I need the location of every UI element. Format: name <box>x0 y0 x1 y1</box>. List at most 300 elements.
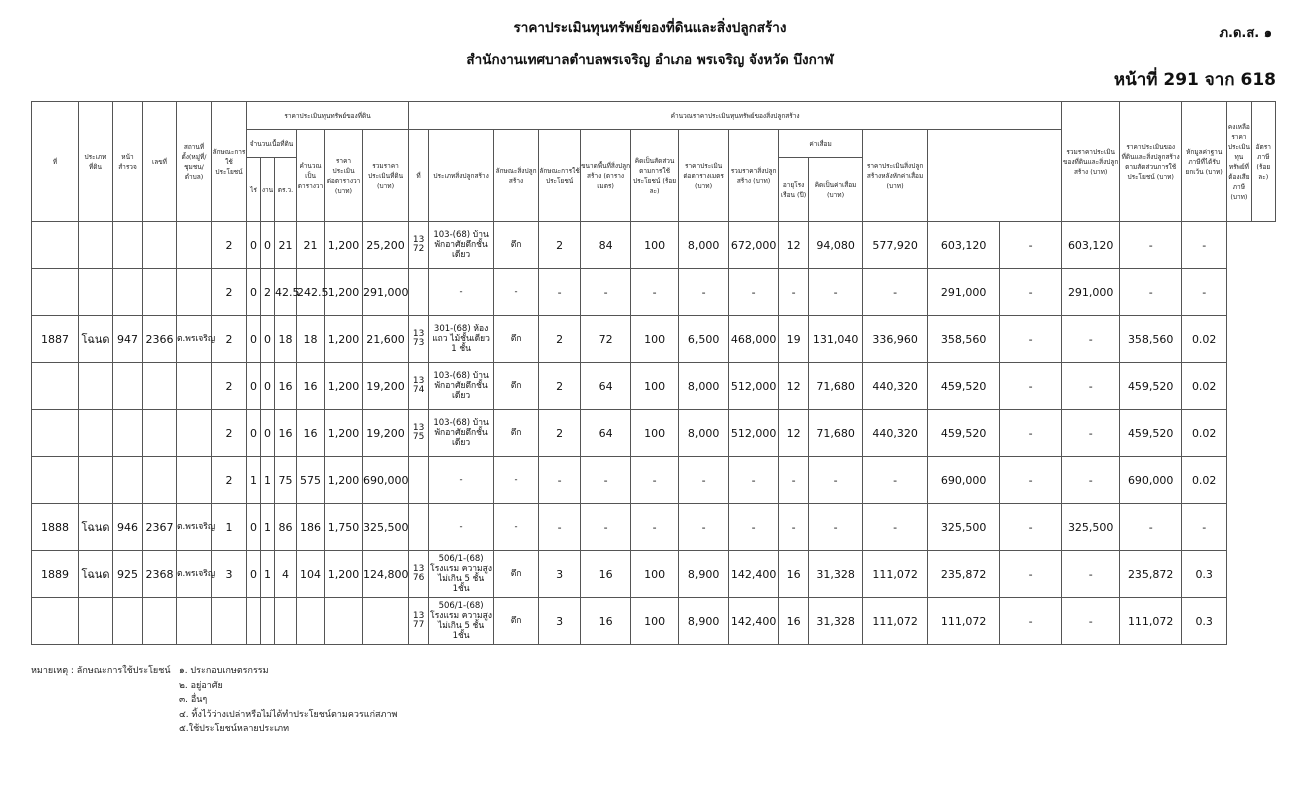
cell-remaining: 690,000 <box>1120 457 1182 504</box>
document-subtitle: สำนักงานเทศบาลตำบลพรเจริญ อำเภอ พรเจริญ จังหวัด บึงกาฬ <box>466 52 834 68</box>
cell-building-ratio: 100 <box>631 410 679 457</box>
cell-number <box>143 410 177 457</box>
cell-building-depr: - <box>809 269 863 316</box>
cell-building-age: - <box>779 269 809 316</box>
cell-calc-wa: 21 <box>297 222 325 269</box>
cell-building-after: 440,320 <box>863 363 928 410</box>
note-item: ๓. อื่นๆ <box>179 695 208 705</box>
col-building-age: อายุโรงเรือน (ปี) <box>779 158 809 222</box>
cell-building-kind: - <box>494 269 539 316</box>
col-number: เลขที่ <box>143 102 177 222</box>
cell-number <box>143 269 177 316</box>
cell-calc-wa: 186 <box>297 504 325 551</box>
cell-building-ratio: 100 <box>631 316 679 363</box>
cell-number: 2366 <box>143 316 177 363</box>
cell-building-age: 16 <box>779 598 809 645</box>
cell-ratio-value: - <box>1000 363 1062 410</box>
cell-number <box>143 598 177 645</box>
cell-wa: 16 <box>275 410 297 457</box>
cell-tax-rate: 0.02 <box>1182 457 1227 504</box>
cell-rai: 0 <box>247 410 261 457</box>
group-depreciation: ค่าเสื่อม <box>779 130 863 158</box>
cell-remaining: - <box>1120 269 1182 316</box>
cell-tax-rate: 0.02 <box>1182 410 1227 457</box>
cell-deduction: - <box>1062 598 1120 645</box>
cell-ratio-value: - <box>1000 316 1062 363</box>
cell-building-type: - <box>429 269 494 316</box>
cell-number <box>143 363 177 410</box>
cell-building-usage: 2 <box>539 363 581 410</box>
cell-calc-wa: 242.5 <box>297 269 325 316</box>
cell-no <box>32 410 79 457</box>
col-building-depr: คิดเป็นค่าเสื่อม (บาท) <box>809 158 863 222</box>
cell-deduction: - <box>1062 551 1120 598</box>
cell-building-age: 19 <box>779 316 809 363</box>
cell-building-type: 301-(68) ห้องแถว ไม้ชั้นเดียว 1 ชั้น <box>429 316 494 363</box>
col-location: สถานที่ตั้ง(หมู่ที่/ชุมชน/ตำบล) <box>177 102 212 222</box>
cell-ratio-value: - <box>1000 598 1062 645</box>
cell-wa: 4 <box>275 551 297 598</box>
cell-building-kind: ตึก <box>494 316 539 363</box>
cell-price-wa: 1,200 <box>325 269 363 316</box>
cell-wa: 42.5 <box>275 269 297 316</box>
cell-price-wa: 1,200 <box>325 316 363 363</box>
cell-building-size: 84 <box>581 222 631 269</box>
cell-building-total: 142,400 <box>729 551 779 598</box>
document-title: ราคาประเมินทุนทรัพย์ของที่ดินและสิ่งปลูกสร้าง <box>513 20 787 36</box>
cell-building-age: - <box>779 457 809 504</box>
table-row <box>32 410 1276 457</box>
cell-building-after: - <box>863 504 928 551</box>
table-row <box>32 363 1276 410</box>
cell-land-total: 19,200 <box>363 363 409 410</box>
cell-building-after: - <box>863 457 928 504</box>
cell-building-total: 512,000 <box>729 410 779 457</box>
cell-land-type <box>79 269 113 316</box>
cell-deduction: - <box>1062 363 1120 410</box>
cell-building-ratio: - <box>631 457 679 504</box>
col-survey-page: หน้าสำรวจ <box>113 102 143 222</box>
cell-no <box>32 598 79 645</box>
cell-usage: 1 <box>212 504 247 551</box>
col-building-no: ที่ <box>409 130 429 222</box>
cell-building-after: 440,320 <box>863 410 928 457</box>
cell-grand-total: 111,072 <box>928 598 1000 645</box>
cell-grand-total: 603,120 <box>928 222 1000 269</box>
cell-ngan: 0 <box>261 410 275 457</box>
cell-ratio-value: - <box>1000 222 1062 269</box>
cell-remaining: 235,872 <box>1120 551 1182 598</box>
cell-building-price: 8,000 <box>679 222 729 269</box>
col-rai: ไร่ <box>247 158 261 222</box>
note-item: ๒. อยู่อาศัย <box>179 680 223 691</box>
form-code: ภ.ด.ส. ๑ <box>1219 26 1272 41</box>
cell-land-type: โฉนด <box>79 316 113 363</box>
cell-tax-rate: 0.02 <box>1182 363 1227 410</box>
cell-building-size: - <box>581 457 631 504</box>
col-wa: ตร.ว. <box>275 158 297 222</box>
cell-no: 1887 <box>32 316 79 363</box>
cell-page <box>113 598 143 645</box>
cell-usage: 2 <box>212 316 247 363</box>
cell-deduction: 291,000 <box>1062 269 1120 316</box>
cell-land-type: โฉนด <box>79 551 113 598</box>
cell-building-type: 103-(68) บ้านพักอาศัยตึกชั้นเดียว <box>429 222 494 269</box>
cell-building-ratio: - <box>631 504 679 551</box>
col-no: ที่ <box>32 102 79 222</box>
cell-rai: 1 <box>247 457 261 504</box>
cell-building-price: - <box>679 269 729 316</box>
table-row <box>32 316 1276 363</box>
cell-building-no: 13 75 <box>409 410 429 457</box>
cell-building-usage: 3 <box>539 598 581 645</box>
cell-grand-total: 358,560 <box>928 316 1000 363</box>
col-ratio-value: ราคาประเมินของที่ดินและสิ่งปลูกสร้างตามสัดส่วนการใช้ประโยชน์ (บาท) <box>1120 102 1182 222</box>
cell-wa: 75 <box>275 457 297 504</box>
cell-ngan <box>261 598 275 645</box>
cell-building-kind: ตึก <box>494 363 539 410</box>
cell-page <box>113 269 143 316</box>
cell-building-total: 512,000 <box>729 363 779 410</box>
table-row <box>32 457 1276 504</box>
cell-land-total: 19,200 <box>363 410 409 457</box>
cell-building-no <box>409 504 429 551</box>
cell-building-no: 13 76 <box>409 551 429 598</box>
cell-number: 2368 <box>143 551 177 598</box>
cell-land-total: 21,600 <box>363 316 409 363</box>
cell-no <box>32 222 79 269</box>
table-row <box>32 222 1276 269</box>
cell-ngan: 1 <box>261 551 275 598</box>
cell-calc-wa <box>297 598 325 645</box>
cell-price-wa: 1,750 <box>325 504 363 551</box>
col-building-type: ประเภทสิ่งปลูกสร้าง <box>429 130 494 222</box>
cell-land-type: โฉนด <box>79 504 113 551</box>
group-area: จำนวนเนื้อที่ดิน <box>247 130 297 158</box>
cell-building-after: - <box>863 269 928 316</box>
cell-building-kind: ตึก <box>494 222 539 269</box>
cell-ngan: 1 <box>261 457 275 504</box>
cell-location <box>177 410 212 457</box>
cell-rai <box>247 598 261 645</box>
note-item: ๑. ประกอบเกษตรกรรม <box>179 666 269 676</box>
cell-building-total: - <box>729 269 779 316</box>
col-building-after: ราคาประเมินสิ่งปลูกสร้างหลังหักค่าเสื่อม (บาท) <box>863 130 928 222</box>
group-land: ราคาประเมินทุนทรัพย์ของที่ดิน <box>247 102 409 130</box>
cell-grand-total: 235,872 <box>928 551 1000 598</box>
cell-land-type <box>79 363 113 410</box>
cell-building-ratio: - <box>631 269 679 316</box>
cell-building-usage: - <box>539 457 581 504</box>
cell-building-age: 16 <box>779 551 809 598</box>
cell-calc-wa: 18 <box>297 316 325 363</box>
cell-building-price: 8,900 <box>679 598 729 645</box>
cell-number <box>143 222 177 269</box>
cell-calc-wa: 575 <box>297 457 325 504</box>
cell-deduction: 325,500 <box>1062 504 1120 551</box>
cell-grand-total: 690,000 <box>928 457 1000 504</box>
col-deduction: หักมูลค่าฐานภาษีที่ได้รับยกเว้น (บาท) <box>1182 102 1227 222</box>
cell-grand-total: 325,500 <box>928 504 1000 551</box>
cell-building-usage: 2 <box>539 222 581 269</box>
col-building-ratio: คิดเป็นสัดส่วนตามการใช้ประโยชน์ (ร้อยละ) <box>631 130 679 222</box>
col-building-kind: ลักษณะสิ่งปลูกสร้าง <box>494 130 539 222</box>
cell-calc-wa: 16 <box>297 363 325 410</box>
col-price-per-wa: ราคาประเมินต่อตารางวา (บาท) <box>325 130 363 222</box>
cell-calc-wa: 104 <box>297 551 325 598</box>
cell-usage: 2 <box>212 410 247 457</box>
cell-usage: 2 <box>212 269 247 316</box>
cell-location <box>177 222 212 269</box>
cell-building-price: 6,500 <box>679 316 729 363</box>
cell-ratio-value: - <box>1000 504 1062 551</box>
cell-building-size: 16 <box>581 551 631 598</box>
cell-building-usage: 3 <box>539 551 581 598</box>
cell-location: ต.พรเจริญ <box>177 504 212 551</box>
cell-number <box>143 457 177 504</box>
cell-building-depr: 31,328 <box>809 551 863 598</box>
cell-building-depr: 71,680 <box>809 363 863 410</box>
cell-rai: 0 <box>247 269 261 316</box>
cell-tax-rate: - <box>1182 222 1227 269</box>
cell-building-after: 111,072 <box>863 598 928 645</box>
assessment-table <box>31 101 1276 645</box>
cell-building-price: - <box>679 457 729 504</box>
cell-building-after: 577,920 <box>863 222 928 269</box>
col-land-total: รวมราคาประเมินที่ดิน (บาท) <box>363 130 409 222</box>
cell-usage: 2 <box>212 457 247 504</box>
cell-page <box>113 457 143 504</box>
col-land-type: ประเภทที่ดิน <box>79 102 113 222</box>
cell-building-size: 72 <box>581 316 631 363</box>
cell-building-no <box>409 269 429 316</box>
cell-building-after: 111,072 <box>863 551 928 598</box>
cell-building-no: 13 72 <box>409 222 429 269</box>
cell-ratio-value: - <box>1000 551 1062 598</box>
cell-ratio-value: - <box>1000 269 1062 316</box>
cell-wa: 86 <box>275 504 297 551</box>
cell-building-size: 16 <box>581 598 631 645</box>
table-row <box>32 269 1276 316</box>
cell-no: 1888 <box>32 504 79 551</box>
cell-location <box>177 598 212 645</box>
cell-price-wa: 1,200 <box>325 363 363 410</box>
cell-building-total: - <box>729 504 779 551</box>
cell-building-total: 468,000 <box>729 316 779 363</box>
cell-building-ratio: 100 <box>631 363 679 410</box>
cell-building-usage: - <box>539 269 581 316</box>
cell-price-wa: 1,200 <box>325 457 363 504</box>
cell-land-total: 291,000 <box>363 269 409 316</box>
cell-price-wa: 1,200 <box>325 222 363 269</box>
cell-building-price: 8,000 <box>679 410 729 457</box>
cell-deduction: - <box>1062 457 1120 504</box>
cell-wa: 18 <box>275 316 297 363</box>
cell-building-ratio: 100 <box>631 551 679 598</box>
col-building-total: รวมราคาสิ่งปลูกสร้าง (บาท) <box>729 130 779 222</box>
cell-price-wa: 1,200 <box>325 410 363 457</box>
cell-location <box>177 269 212 316</box>
notes-label: หมายเหตุ : ลักษณะการใช้ประโยชน์ <box>31 666 171 676</box>
cell-ngan: 1 <box>261 504 275 551</box>
cell-remaining: 459,520 <box>1120 363 1182 410</box>
cell-building-depr: 94,080 <box>809 222 863 269</box>
col-tax-rate: อัตราภาษี (ร้อยละ) <box>1251 102 1275 222</box>
cell-building-age: 12 <box>779 363 809 410</box>
cell-grand-total: 459,520 <box>928 410 1000 457</box>
cell-land-total: 690,000 <box>363 457 409 504</box>
cell-land-total: 25,200 <box>363 222 409 269</box>
cell-page <box>113 363 143 410</box>
cell-price-wa <box>325 598 363 645</box>
cell-building-size: 64 <box>581 410 631 457</box>
note-item: ๕.ใช้ประโยชน์หลายประเภท <box>179 724 290 734</box>
cell-land-type <box>79 598 113 645</box>
cell-wa: 16 <box>275 363 297 410</box>
cell-rai: 0 <box>247 363 261 410</box>
cell-grand-total: 291,000 <box>928 269 1000 316</box>
cell-tax-rate: 0.3 <box>1182 598 1227 645</box>
cell-rai: 0 <box>247 316 261 363</box>
cell-page: 946 <box>113 504 143 551</box>
cell-land-total <box>363 598 409 645</box>
cell-land-total: 325,500 <box>363 504 409 551</box>
cell-page <box>113 222 143 269</box>
cell-usage: 3 <box>212 551 247 598</box>
cell-building-type: - <box>429 457 494 504</box>
cell-location <box>177 363 212 410</box>
cell-wa: 21 <box>275 222 297 269</box>
cell-building-age: 12 <box>779 410 809 457</box>
cell-building-type: - <box>429 504 494 551</box>
cell-building-depr: 71,680 <box>809 410 863 457</box>
cell-page <box>113 410 143 457</box>
cell-building-depr: - <box>809 504 863 551</box>
cell-building-age: - <box>779 504 809 551</box>
col-grand-total: รวมราคาประเมินของที่ดินและสิ่งปลูกสร้าง (บาท) <box>1062 102 1120 222</box>
cell-building-size: - <box>581 269 631 316</box>
cell-building-price: 8,000 <box>679 363 729 410</box>
cell-rai: 0 <box>247 222 261 269</box>
cell-number: 2367 <box>143 504 177 551</box>
col-building-price-sqm: ราคาประเมินต่อตารางเมตร (บาท) <box>679 130 729 222</box>
cell-building-type: 103-(68) บ้านพักอาศัยตึกชั้นเดียว <box>429 363 494 410</box>
cell-building-kind: - <box>494 457 539 504</box>
cell-deduction: - <box>1062 410 1120 457</box>
cell-page: 925 <box>113 551 143 598</box>
table-row <box>32 551 1276 598</box>
cell-building-depr: - <box>809 457 863 504</box>
cell-no <box>32 269 79 316</box>
cell-location: ต.พรเจริญ <box>177 316 212 363</box>
cell-ngan: 0 <box>261 222 275 269</box>
col-calc-wa: คำนวณเป็นตารางวา <box>297 130 325 222</box>
cell-usage <box>212 598 247 645</box>
cell-building-price: - <box>679 504 729 551</box>
cell-remaining: 358,560 <box>1120 316 1182 363</box>
cell-page: 947 <box>113 316 143 363</box>
usage-notes <box>31 664 397 737</box>
cell-building-depr: 131,040 <box>809 316 863 363</box>
cell-wa <box>275 598 297 645</box>
cell-building-kind: ตึก <box>494 410 539 457</box>
cell-tax-rate: 0.02 <box>1182 316 1227 363</box>
cell-building-ratio: 100 <box>631 222 679 269</box>
cell-building-total: 142,400 <box>729 598 779 645</box>
cell-usage: 2 <box>212 222 247 269</box>
col-ngan: งาน <box>261 158 275 222</box>
cell-building-usage: 2 <box>539 410 581 457</box>
cell-building-type: 103-(68) บ้านพักอาศัยตึกชั้นเดียว <box>429 410 494 457</box>
table-row <box>32 598 1276 645</box>
cell-deduction: 603,120 <box>1062 222 1120 269</box>
cell-building-no <box>409 457 429 504</box>
cell-building-type: 506/1-(68) โรงแรม ความสูงไม่เกิน 5 ชั้น 1ชั้น <box>429 598 494 645</box>
cell-remaining: - <box>1120 222 1182 269</box>
cell-land-total: 124,800 <box>363 551 409 598</box>
cell-price-wa: 1,200 <box>325 551 363 598</box>
cell-building-depr: 31,328 <box>809 598 863 645</box>
cell-remaining: 459,520 <box>1120 410 1182 457</box>
cell-building-size: - <box>581 504 631 551</box>
cell-ngan: 2 <box>261 269 275 316</box>
cell-ngan: 0 <box>261 316 275 363</box>
cell-building-type: 506/1-(68) โรงแรม ความสูงไม่เกิน 5 ชั้น 1ชั้น <box>429 551 494 598</box>
cell-building-price: 8,900 <box>679 551 729 598</box>
cell-no <box>32 363 79 410</box>
cell-remaining: - <box>1120 504 1182 551</box>
cell-building-kind: ตึก <box>494 598 539 645</box>
cell-rai: 0 <box>247 551 261 598</box>
cell-tax-rate: - <box>1182 269 1227 316</box>
cell-grand-total: 459,520 <box>928 363 1000 410</box>
col-remaining: คงเหลือราคาประเมินทุนทรัพย์ที่ต้องเสียภาษี (บาท) <box>1227 102 1251 222</box>
cell-tax-rate: - <box>1182 504 1227 551</box>
cell-building-no: 13 77 <box>409 598 429 645</box>
cell-land-type <box>79 410 113 457</box>
cell-building-no: 13 74 <box>409 363 429 410</box>
cell-location <box>177 457 212 504</box>
col-building-usage: ลักษณะการใช้ประโยชน์ <box>539 130 581 222</box>
group-building: คำนวณราคาประเมินทุนทรัพย์ของสิ่งปลูกสร้าง <box>409 102 1062 130</box>
cell-land-type <box>79 222 113 269</box>
page-indicator: หน้าที่ 291 จาก 618 <box>1113 70 1276 90</box>
col-building-size: ขนาดพื้นที่สิ่งปลูกสร้าง (ตารางเมตร) <box>581 130 631 222</box>
table-row <box>32 504 1276 551</box>
cell-building-age: 12 <box>779 222 809 269</box>
cell-building-kind: ตึก <box>494 551 539 598</box>
cell-building-ratio: 100 <box>631 598 679 645</box>
cell-building-total: - <box>729 457 779 504</box>
cell-usage: 2 <box>212 363 247 410</box>
cell-rai: 0 <box>247 504 261 551</box>
cell-building-total: 672,000 <box>729 222 779 269</box>
cell-tax-rate: 0.3 <box>1182 551 1227 598</box>
cell-ratio-value: - <box>1000 410 1062 457</box>
cell-building-usage: 2 <box>539 316 581 363</box>
cell-ngan: 0 <box>261 363 275 410</box>
cell-building-after: 336,960 <box>863 316 928 363</box>
col-usage: ลักษณะการใช้ประโยชน์ <box>212 102 247 222</box>
note-item: ๔. ทิ้งไว้ว่างเปล่าหรือไม่ได้ทำประโยชน์ตามควรแก่สภาพ <box>179 709 398 720</box>
cell-no: 1889 <box>32 551 79 598</box>
cell-location: ต.พรเจริญ <box>177 551 212 598</box>
cell-building-size: 64 <box>581 363 631 410</box>
cell-deduction: - <box>1062 316 1120 363</box>
cell-remaining: 111,072 <box>1120 598 1182 645</box>
cell-building-usage: - <box>539 504 581 551</box>
cell-calc-wa: 16 <box>297 410 325 457</box>
